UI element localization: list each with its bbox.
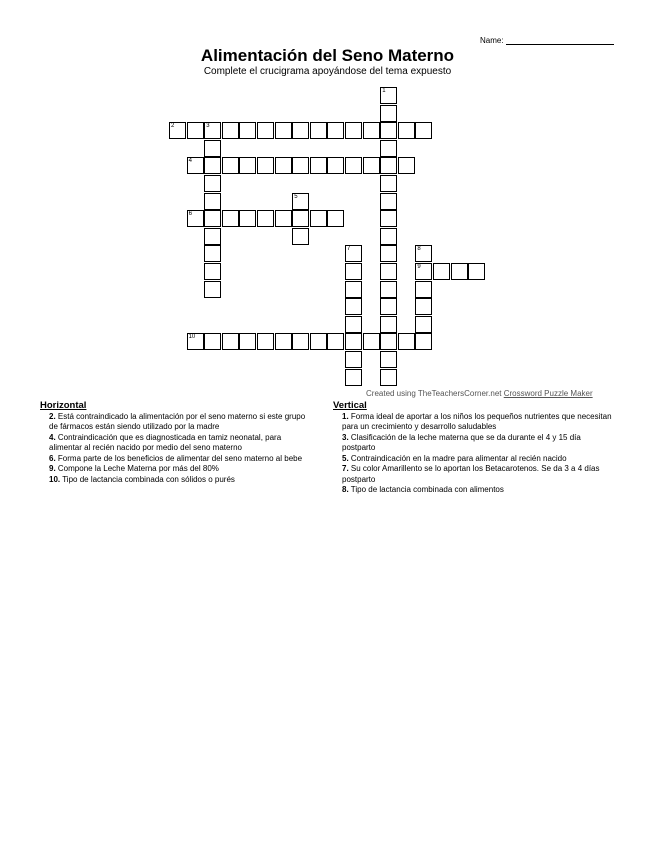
clue-down-8 [333, 485, 613, 496]
crossword-cell[interactable] [380, 333, 397, 350]
crossword-cell[interactable] [380, 193, 397, 210]
crossword-cell[interactable] [380, 369, 397, 386]
crossword-cell[interactable] [345, 369, 362, 386]
crossword-cell[interactable] [380, 351, 397, 368]
clue-number-label: 10 [188, 334, 196, 341]
crossword-cell[interactable] [327, 157, 344, 174]
crossword-cell[interactable] [363, 122, 380, 139]
crossword-cell[interactable] [310, 157, 327, 174]
crossword-cell[interactable] [275, 122, 292, 139]
clue-text: Contraindicación que es diagnosticada en tamiz neonatal, para alimentar al recién nacido por medio del seno materno [49, 432, 282, 452]
crossword-cell[interactable] [204, 281, 221, 298]
credit-text: Created using TheTeachersCorner.net [366, 389, 504, 398]
crossword-cell[interactable] [380, 87, 397, 104]
crossword-cell[interactable] [345, 281, 362, 298]
crossword-cell[interactable] [433, 263, 450, 280]
clue-number: 7. [342, 464, 349, 473]
crossword-cell[interactable] [204, 210, 221, 227]
crossword-cell[interactable] [204, 228, 221, 245]
clue-number: 4. [49, 432, 56, 442]
clue-down-1 [333, 412, 613, 433]
crossword-cell[interactable] [380, 281, 397, 298]
crossword-cell[interactable] [415, 281, 432, 298]
crossword-cell[interactable] [380, 228, 397, 245]
crossword-cell[interactable] [204, 333, 221, 350]
clue-number-label: 9 [417, 264, 421, 270]
clue-number-label: 4 [188, 158, 192, 165]
crossword-cell[interactable] [239, 210, 256, 227]
name-field [480, 36, 614, 45]
crossword-cell[interactable] [398, 157, 415, 174]
clue-across-2 [40, 412, 308, 433]
crossword-cell[interactable] [380, 122, 397, 139]
clue-text: Forma ideal de aportar a los niños los pequeños nutrientes que necesitan para un crecimiento y desarrollo saludables [342, 411, 612, 431]
clue-number-label: 2 [171, 123, 175, 130]
crossword-cell[interactable] [204, 122, 221, 139]
clue-text: Compone la Leche Materna por más del 80% [57, 464, 219, 473]
clue-text: Está contraindicado la alimentación por el seno materno si este grupo de fármacos están siendo utilizado por la madre [49, 411, 306, 431]
clue-number: 9. [49, 464, 56, 473]
crossword-cell[interactable] [415, 263, 432, 280]
crossword-cell[interactable] [222, 122, 239, 139]
crossword-cell[interactable] [292, 193, 309, 210]
down-heading: Vertical [333, 400, 367, 411]
crossword-cell[interactable] [257, 333, 274, 350]
clue-down-7 [333, 464, 613, 485]
crossword-cell[interactable] [310, 210, 327, 227]
clue-number-label: 3 [206, 123, 210, 130]
crossword-cell[interactable] [468, 263, 485, 280]
clue-number-label: 5 [294, 193, 298, 200]
crossword-cell[interactable] [363, 333, 380, 350]
clue-number: 8. [342, 485, 349, 494]
crossword-cell[interactable] [345, 298, 362, 315]
name-blank-line[interactable] [506, 36, 614, 45]
crossword-cell[interactable] [187, 157, 204, 174]
credit-line [366, 389, 593, 398]
crossword-cell[interactable] [187, 122, 204, 139]
crossword-cell[interactable] [415, 245, 432, 262]
clue-number-label: 6 [188, 211, 192, 218]
clue-number: 5. [342, 453, 349, 463]
crossword-cell[interactable] [310, 333, 327, 350]
crossword-cell[interactable] [204, 157, 221, 174]
crossword-cell[interactable] [345, 333, 362, 350]
crossword-cell[interactable] [327, 122, 344, 139]
crossword-cell[interactable] [292, 333, 309, 350]
down-clues [333, 401, 613, 496]
crossword-cell[interactable] [398, 122, 415, 139]
clue-text: Su color Amarillento se lo aportan los Betacarotenos. Se da 3 a 4 días postparto [342, 464, 600, 484]
clue-across-6 [40, 454, 308, 465]
crossword-cell[interactable] [257, 157, 274, 174]
clue-across-9 [40, 464, 308, 475]
clue-number: 3. [342, 432, 349, 442]
clue-down-5 [333, 454, 613, 465]
crossword-cell[interactable] [187, 333, 204, 350]
crossword-cell[interactable] [204, 175, 221, 192]
clue-across-4 [40, 433, 308, 454]
crossword-cell[interactable] [380, 245, 397, 262]
worksheet-subtitle: Complete el crucigrama apoyándose del tema expuesto [203, 66, 452, 77]
crossword-cell[interactable] [380, 316, 397, 333]
puzzle-maker-link[interactable]: Crossword Puzzle Maker [503, 389, 593, 398]
clue-number: 6. [49, 453, 56, 463]
crossword-cell[interactable] [380, 140, 397, 157]
clue-text: Tipo de lactancia combinada con alimentos [350, 485, 504, 494]
clue-number-label: 1 [382, 88, 386, 94]
crossword-cell[interactable] [204, 245, 221, 262]
across-heading: Horizontal [40, 400, 87, 411]
clue-number-label: 8 [417, 246, 421, 253]
crossword-cell[interactable] [363, 157, 380, 174]
crossword-cell[interactable] [239, 122, 256, 139]
crossword-cell[interactable] [415, 316, 432, 333]
clue-number: 10. [49, 474, 61, 484]
crossword-cell[interactable] [380, 157, 397, 174]
crossword-cell[interactable] [222, 210, 239, 227]
crossword-cell[interactable] [204, 193, 221, 210]
crossword-cell[interactable] [380, 210, 397, 227]
crossword-cell[interactable] [257, 210, 274, 227]
worksheet-title: Alimentación del Seno Materno [200, 46, 455, 65]
clue-across-10 [40, 475, 308, 486]
clue-number: 1. [342, 411, 349, 421]
crossword-cell[interactable] [292, 210, 309, 227]
crossword-cell[interactable] [327, 333, 344, 350]
crossword-cell[interactable] [415, 333, 432, 350]
crossword-cell[interactable] [222, 333, 239, 350]
crossword-cell[interactable] [292, 228, 309, 245]
crossword-cell[interactable] [345, 351, 362, 368]
crossword-cell[interactable] [239, 157, 256, 174]
crossword-cell[interactable] [275, 333, 292, 350]
clue-text: Forma parte de los beneficios de alimentar del seno materno al bebe [57, 453, 303, 463]
crossword-cell[interactable] [345, 157, 362, 174]
crossword-cell[interactable] [345, 245, 362, 262]
crossword-cell[interactable] [169, 122, 186, 139]
clue-text: Clasificación de la leche materna que se da durante el 4 y 15 día postparto [342, 432, 581, 452]
crossword-cell[interactable] [187, 210, 204, 227]
crossword-cell[interactable] [292, 122, 309, 139]
clue-number-label: 7 [347, 246, 351, 253]
crossword-cell[interactable] [380, 175, 397, 192]
across-clues [40, 401, 308, 485]
crossword-cell[interactable] [310, 122, 327, 139]
crossword-cell[interactable] [257, 122, 274, 139]
crossword-cell[interactable] [204, 263, 221, 280]
crossword-cell[interactable] [345, 316, 362, 333]
crossword-cell[interactable] [275, 210, 292, 227]
crossword-cell[interactable] [327, 210, 344, 227]
crossword-cell[interactable] [380, 298, 397, 315]
clue-text: Contraindicación en la madre para alimentar al recién nacido [350, 453, 567, 463]
name-label: Name: [480, 36, 504, 45]
clue-number: 2. [49, 411, 56, 421]
crossword-cell[interactable] [398, 333, 415, 350]
crossword-cell[interactable] [222, 157, 239, 174]
clue-text: Tipo de lactancia combinada con sólidos o purés [62, 474, 235, 484]
crossword-cell[interactable] [345, 263, 362, 280]
crossword-cell[interactable] [380, 105, 397, 122]
clue-down-3 [333, 433, 613, 454]
crossword-cell[interactable] [345, 122, 362, 139]
crossword-cell[interactable] [415, 122, 432, 139]
crossword-cell[interactable] [204, 140, 221, 157]
crossword-cell[interactable] [239, 333, 256, 350]
crossword-cell[interactable] [275, 157, 292, 174]
crossword-cell[interactable] [292, 157, 309, 174]
crossword-cell[interactable] [415, 298, 432, 315]
crossword-cell[interactable] [380, 263, 397, 280]
crossword-cell[interactable] [451, 263, 468, 280]
